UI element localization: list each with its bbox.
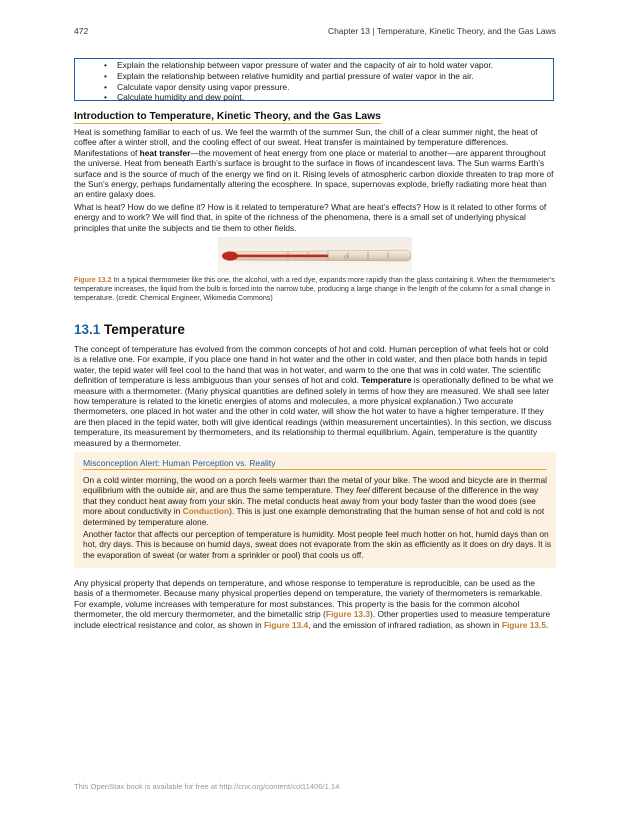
section-title: Temperature [104, 322, 185, 337]
section-heading [74, 322, 185, 337]
closing-text-b: ). Other properties used to measure temperature include electrical resistance and color, as shown in [74, 609, 551, 630]
conduction-link[interactable]: Conduction [182, 506, 230, 517]
page-footer: This OpenStax book is available for free at http://cnx.org/content/col11406/1.14 [74, 782, 340, 791]
objectives-list [75, 59, 553, 103]
term-temperature: Temperature [361, 375, 412, 386]
objective-item: • Calculate humidity and dew point. [117, 92, 553, 103]
intro-heading: Introduction to Temperature, Kinetic Theory, and the Gas Laws [74, 111, 381, 122]
chapter-running-header: Chapter 13 | Temperature, Kinetic Theory, and the Gas Laws [327, 26, 556, 36]
section-p1-text-b: is operationally defined to be what we measure with a thermometer. (Many physical quantities are defined solely in terms of how they are measured. We shall see later how temperature is related to the kinetic energies of atoms and molecules, a more physical explanation.) Two accurate thermometers, one placed in hot water and the other in cold water, will show the hot water to have a higher temperature. If they are then placed in the tepid water, both will give identical readings (within measurement uncertainties). In this section, we discuss temperature, its measurement by thermometers, and its relationship to thermal equilibrium. Again, temperature is the quantity measured by a thermometer. [74, 375, 554, 448]
figure-13-4-link[interactable]: Figure 13.4 [263, 619, 309, 630]
closing-text-d: . [546, 619, 549, 630]
page-number: 472 [74, 26, 89, 36]
alert-p1-text-a: On a cold winter morning, the wood on a porch feels warmer than the metal of your bike. The wood and bicycle are in thermal equilibrium with the outside air, and are thus the same temperature. They [83, 475, 547, 496]
objective-item: • Explain the relationship between relative humidity and partial pressure of water vapor in the air. [117, 71, 553, 82]
term-heat-transfer: heat transfer [139, 147, 191, 158]
intro-paragraph-1 [74, 127, 556, 200]
section-p1-text-a: The concept of temperature has evolved from the common concepts of hot and cold. Human perception of what feels hot or cold is a relative one. For example, if you place one hand in hot water and the other in cold water, and then place both hands in tepid water, the tepid water will feel cool to the hand that was in hot water, and warm to the one that was in cold water. The scientific definition of temperature is less ambiguous than your senses of hot and cold. [74, 344, 549, 386]
alert-title: Misconception Alert: Human Perception vs. Reality [83, 458, 547, 470]
objective-item: • Calculate vapor density using vapor pressure. [117, 82, 553, 93]
closing-text-a: Any physical property that depends on temperature, and whose response to temperature is reproducible, can be used as the basis of a thermometer. Because many physical properties depend on temperature, the variety of thermometers is remarkable. For example, volume increases with temperature for most substances. This property is the basis for the common alcohol thermometer, the old mercury thermometer, and the bimetallic strip ( [74, 578, 543, 620]
objective-item: • Explain the relationship between vapor pressure of water and the capacity of air to hold water vapor. [117, 60, 553, 71]
alert-p1-text-b: different because of the difference in the way that they conduct heat away from your skin. The metal conducts heat away from your body faster than the wood does (see more about conductivity in [83, 485, 539, 517]
thermometer-photo [218, 237, 412, 274]
figure-13-5-link[interactable]: Figure 13.5 [501, 619, 547, 630]
figure-13-3-link[interactable]: Figure 13.3 [325, 609, 371, 620]
intro-p1-text-a: Heat is something familiar to each of us. We feel the warmth of the summer Sun, the chill of a clear summer night, the heat of coffee after a winter stroll, and the cooling effect of our sweat. Heat transfer is maintained by temperature differences. Manifestations of [74, 127, 538, 158]
figure-caption [74, 276, 556, 303]
intro-p1-text-b: —the movement of heat energy from one place or material to another—are apparent throughout the universe. Heat from beneath Earth’s surface is brought to the surface in flows of incandescent lava. The Sun warms Earth’s surface and is the source of much of the energy we find on it. Rising levels of atmospheric carbon dioxide threaten to trap more of the Sun’s energy, perhaps fundamentally altering the ecosphere. In space, supernovas explode, briefly radiating more heat than an entire galaxy does. [74, 147, 554, 200]
learning-objectives-box [74, 58, 554, 101]
section-number: 13.1 [74, 322, 101, 337]
alert-p1-text-c: ). This is just one example demonstrating that the human sense of hot and cold is not determined by temperature alone. [83, 506, 545, 527]
alert-emphasis: feel [356, 485, 370, 496]
alert-paragraph-1 [83, 475, 551, 527]
figure-label: Figure 13.2 [74, 276, 112, 284]
intro-paragraph-2: What is heat? How do we define it? How is it related to temperature? What are heat’s effects? How is it related to other forms of energy and to work? We will find that, in spite of the richness of the phenomena, there is a small set of underlying physical principles that unite the subjects and tie them to other fields. [74, 202, 547, 233]
figure-caption-text: In a typical thermometer like this one, the alcohol, with a red dye, expands more rapidly than the glass containing it. When the thermometer’s temperature increases, the liquid from the bulb is forced into the narrow tube, producing a large change in the length of the column for a small change in temperature. (credit: Chemical Engineer, Wikimedia Commons) [74, 276, 555, 302]
misconception-alert-box [74, 452, 556, 568]
closing-text-c: , and the emission of infrared radiation, as shown in [308, 619, 502, 630]
closing-paragraph [74, 578, 556, 630]
alert-paragraph-2: Another factor that affects our perception of temperature is humidity. Most people feel much hotter on hot, humid days than on hot, dry days. This is because on humid days, sweat does not evaporate from the skin as efficiently as it does on dry days. It is the evaporation of sweat (or water from a sprinkler or pool) that cools us off. [83, 529, 552, 560]
section-paragraph [74, 344, 556, 448]
